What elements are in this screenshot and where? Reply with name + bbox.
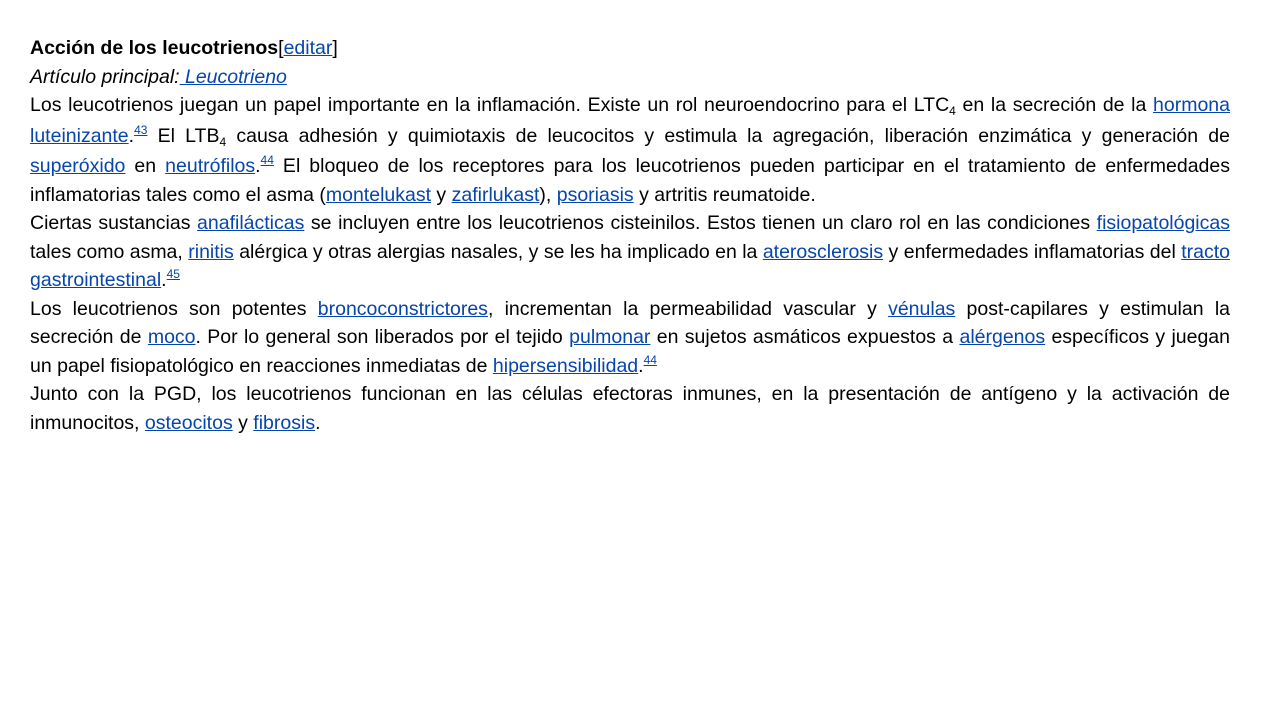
- link-psoriasis[interactable]: psoriasis: [556, 183, 634, 206]
- text: .: [128, 124, 135, 147]
- section-heading: [30, 34, 1230, 63]
- link-osteocitos[interactable]: osteocitos: [144, 411, 233, 434]
- text: . Por lo general son liberados por el tejido: [195, 326, 570, 348]
- text: Los leucotrienos son potentes: [30, 297, 318, 320]
- link-zafirlukast[interactable]: zafirlukast: [451, 183, 540, 206]
- link-hipersensibilidad[interactable]: hipersensibilidad: [492, 354, 639, 377]
- link-pulmonar[interactable]: pulmonar: [569, 326, 651, 348]
- main-article-prefix: Artículo principal:: [30, 65, 180, 88]
- paragraph-2: [30, 209, 1230, 295]
- text: .: [255, 155, 261, 177]
- text: El LTB: [147, 124, 220, 147]
- link-broncoconstrictores[interactable]: broncoconstrictores: [317, 297, 488, 320]
- text: y: [431, 183, 452, 206]
- text: y enfermedades inflamatorias del: [883, 240, 1182, 263]
- subscript: 4: [219, 134, 227, 149]
- text: en: [125, 155, 166, 177]
- reference-43[interactable]: 43: [134, 122, 148, 137]
- text: y: [232, 411, 254, 434]
- text: ),: [539, 183, 557, 206]
- text: tales como asma,: [30, 240, 189, 263]
- text: post-capilares y estimulan la secreción de: [30, 297, 1230, 348]
- paragraph-1: [30, 91, 1230, 209]
- edit-section-link[interactable]: editar: [283, 37, 333, 59]
- text: causa adhesión y quimiotaxis de leucocitos y estimula la agregación, liberación enzimática y generación de: [226, 124, 1230, 147]
- link-aterosclerosis[interactable]: aterosclerosis: [762, 240, 884, 263]
- text: .: [638, 354, 644, 377]
- link-venulas[interactable]: vénulas: [888, 297, 956, 320]
- link-hormona-luteinizante[interactable]: hormona luteinizante: [30, 94, 1230, 147]
- text: Los leucotrienos juegan un papel importante en la inflamación. Existe un rol neuroendocrino para el LTC: [30, 94, 950, 116]
- text: alérgica y otras alergias nasales, y se les ha implicado en la: [233, 240, 763, 263]
- text: específicos y juegan un papel fisiopatológico en reacciones inmediatas de: [30, 326, 1231, 377]
- text: Ciertas sustancias: [30, 212, 198, 234]
- paragraph-4: [30, 380, 1230, 437]
- text: .: [315, 411, 321, 434]
- reference-44[interactable]: 44: [643, 352, 657, 367]
- text: .: [161, 269, 167, 291]
- subscript: 4: [949, 104, 956, 118]
- link-fibrosis[interactable]: fibrosis: [253, 411, 316, 434]
- text: en la secreción de la: [955, 94, 1154, 116]
- link-moco[interactable]: moco: [147, 326, 196, 348]
- reference-45[interactable]: 45: [166, 267, 180, 281]
- text: Junto con la PGD, los leucotrienos funcionan en las células efectoras inmunes, en la presentación de antígeno y la activación de inmunocitos,: [30, 383, 1230, 434]
- link-montelukast[interactable]: montelukast: [325, 183, 432, 206]
- text: , incrementan la permeabilidad vascular y: [487, 297, 889, 320]
- section-title: Acción de los leucotrienos: [30, 37, 279, 59]
- link-rinitis[interactable]: rinitis: [188, 240, 234, 263]
- article-section: [30, 34, 1230, 437]
- paragraph-3: [30, 295, 1230, 381]
- link-tracto-gastrointestinal[interactable]: tracto gastrointestinal: [30, 240, 1231, 291]
- text: se incluyen entre los leucotrienos cisteinilos. Estos tienen un claro rol en las condiciones: [304, 212, 1097, 234]
- edit-bracket-close: ]: [332, 37, 338, 59]
- link-superoxido[interactable]: superóxido: [30, 155, 126, 177]
- link-alergenos[interactable]: alérgenos: [959, 326, 1046, 348]
- text: en sujetos asmáticos expuestos a: [650, 326, 960, 348]
- link-neutrofilos[interactable]: neutrófilos: [165, 155, 256, 177]
- link-anafilacticas[interactable]: anafilácticas: [197, 212, 305, 234]
- main-article-note: [30, 63, 1230, 92]
- text: El bloqueo de los receptores para los leucotrienos pueden participar en el tratamiento de enfermedades inflamatorias tales como el asma (: [30, 155, 1230, 206]
- link-fisiopatologicas[interactable]: fisiopatológicas: [1096, 212, 1230, 234]
- text: y artritis reumatoide.: [633, 183, 816, 206]
- main-article-link[interactable]: Leucotrieno: [179, 65, 287, 88]
- edit-bracket-open: [: [278, 37, 284, 59]
- reference-44[interactable]: 44: [260, 153, 274, 167]
